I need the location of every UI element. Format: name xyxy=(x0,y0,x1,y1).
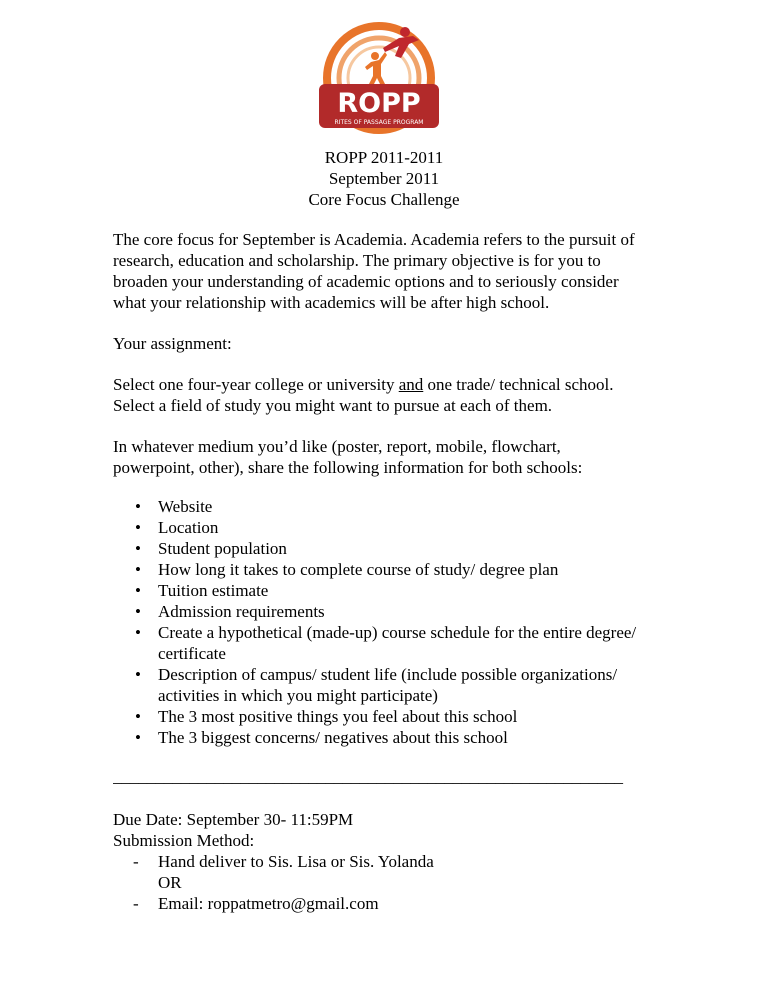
requirements-list xyxy=(113,496,673,748)
underlined-and: and xyxy=(398,375,424,394)
list-item xyxy=(113,559,673,580)
list-item xyxy=(113,706,673,727)
header-line-1: ROPP 2011-2011 xyxy=(324,148,444,167)
list-item-text: activities in which you might participate) xyxy=(158,686,438,705)
intro-line: The core focus for September is Academia. Academia refers to the pursuit of xyxy=(113,230,635,249)
submission-or: OR xyxy=(158,873,182,892)
medium-line: In whatever medium you’d like (poster, report, mobile, flowchart, xyxy=(113,437,561,456)
submission-option-email: Email: roppatmetro@gmail.com xyxy=(158,894,379,913)
submission-options xyxy=(113,851,673,914)
list-item-text: Admission requirements xyxy=(158,602,325,621)
list-item-text: Student population xyxy=(158,539,287,558)
intro-line: broaden your understanding of academic options and to seriously consider xyxy=(113,272,619,291)
logo-name: ROPP xyxy=(337,88,421,119)
bullet-icon: • xyxy=(135,539,141,558)
ropp-logo xyxy=(315,22,443,136)
list-item-text: The 3 most positive things you feel about this school xyxy=(158,707,518,726)
list-item xyxy=(113,580,673,601)
list-item xyxy=(113,622,673,664)
bullet-icon: • xyxy=(135,518,141,537)
bullet-icon: • xyxy=(135,728,141,747)
logo-tagline: RITES OF PASSAGE PROGRAM xyxy=(334,119,424,126)
list-item xyxy=(113,893,673,914)
list-item xyxy=(113,727,673,748)
submission-option-hand-deliver: Hand deliver to Sis. Lisa or Sis. Yolanda xyxy=(158,852,434,871)
dash-marker: - xyxy=(133,894,139,913)
submission-method: Submission Method: xyxy=(113,831,255,850)
select-text: one trade/ technical school. xyxy=(423,375,614,394)
intro-paragraph xyxy=(113,229,673,313)
bullet-icon: • xyxy=(135,707,141,726)
due-date: Due Date: September 30- 11:59PM xyxy=(113,810,354,829)
header-line-2: September 2011 xyxy=(328,169,440,188)
list-item-text: Create a hypothetical (made-up) course schedule for the entire degree/ xyxy=(158,623,637,642)
list-item xyxy=(113,851,673,893)
list-item xyxy=(113,538,673,559)
list-item-text: Website xyxy=(158,497,213,516)
medium-paragraph xyxy=(113,436,673,478)
header-line-3: Core Focus Challenge xyxy=(308,190,460,209)
bullet-icon: • xyxy=(135,497,141,516)
list-item-text: certificate xyxy=(158,644,226,663)
divider-line: ____________________________________________________________ xyxy=(113,767,623,786)
document-body xyxy=(113,229,673,914)
list-item-text: Location xyxy=(158,518,219,537)
assignment-heading: Your assignment: xyxy=(113,334,232,353)
intro-line: what your relationship with academics will be after high school. xyxy=(113,293,550,312)
intro-line: research, education and scholarship. The primary objective is for you to xyxy=(113,251,601,270)
bullet-icon: • xyxy=(135,560,141,579)
dash-marker: - xyxy=(133,852,139,871)
select-text: Select a field of study you might want to pursue at each of them. xyxy=(113,396,553,415)
bullet-icon: • xyxy=(135,581,141,600)
list-item-text: Description of campus/ student life (include possible organizations/ xyxy=(158,665,618,684)
list-item xyxy=(113,601,673,622)
list-item-text: The 3 biggest concerns/ negatives about this school xyxy=(158,728,508,747)
list-item-text: How long it takes to complete course of study/ degree plan xyxy=(158,560,559,579)
select-text: Select one four-year college or university xyxy=(113,375,399,394)
list-item-text: Tuition estimate xyxy=(158,581,269,600)
medium-line: powerpoint, other), share the following information for both schools: xyxy=(113,458,583,477)
list-item xyxy=(113,664,673,706)
document-header xyxy=(0,147,768,210)
list-item xyxy=(113,517,673,538)
select-paragraph xyxy=(113,374,673,416)
bullet-icon: • xyxy=(135,602,141,621)
list-item xyxy=(113,496,673,517)
bullet-icon: • xyxy=(135,623,141,642)
bullet-icon: • xyxy=(135,665,141,684)
